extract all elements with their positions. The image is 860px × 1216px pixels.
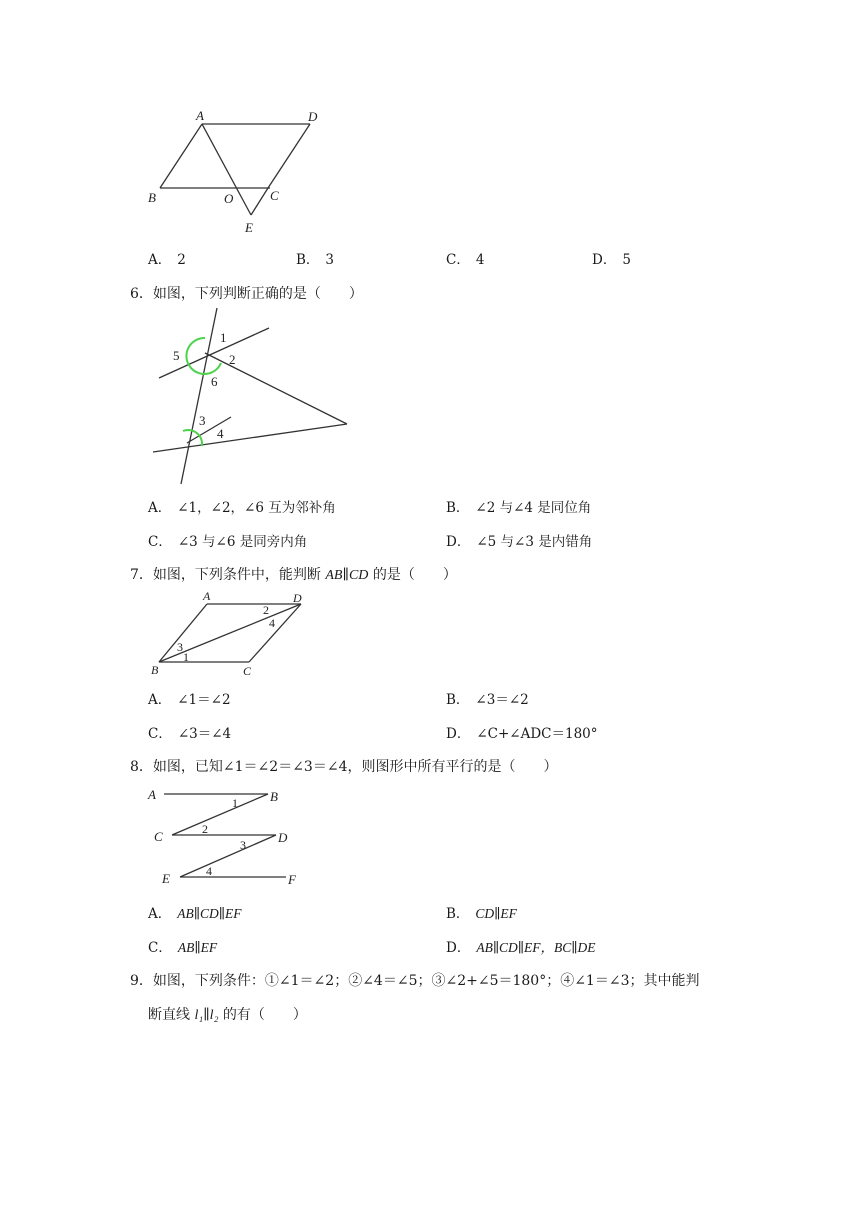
q6-arc-lower — [183, 430, 202, 446]
q7-option-a[interactable]: A． ∠1＝∠2 — [148, 692, 231, 708]
q6-option-d[interactable]: D． ∠5 与∠3 是内错角 — [446, 534, 593, 550]
q8-label-A: A — [148, 787, 156, 802]
q7-figure — [145, 588, 315, 680]
q6-figure — [145, 300, 360, 490]
q5-option-d[interactable]: D． 5 — [592, 252, 631, 268]
q6-label-2: 2 — [229, 352, 236, 367]
q7-label-C: C — [243, 664, 252, 678]
q7-label-3: 3 — [177, 640, 183, 654]
q9-stem-line2: 断直线 l₁∥l₂ 的有（ ） — [148, 1007, 307, 1023]
q8-label-3: 3 — [240, 838, 246, 852]
q6-label-6: 6 — [211, 374, 218, 389]
q7-stem: 7．如图，下列条件中，能判断 AB∥CD 的是（ ） — [130, 567, 457, 583]
q8-option-b[interactable]: B． CD∥EF — [446, 906, 517, 922]
q5-label-A: A — [196, 108, 204, 123]
q5-option-b[interactable]: B． 3 — [296, 252, 335, 268]
q7-label-D: D — [293, 591, 302, 605]
q5-figure — [140, 100, 340, 240]
q8-label-B: B — [270, 789, 278, 804]
q6-label-3: 3 — [199, 413, 206, 428]
q5-label-O: O — [224, 191, 234, 206]
q7-label-B: B — [151, 663, 159, 677]
q8-figure — [140, 780, 315, 892]
q8-stem: 8．如图，已知∠1＝∠2＝∠3＝∠4，则图形中所有平行的是（ ） — [130, 759, 558, 775]
q5-label-D: D — [308, 109, 318, 124]
q5-label-B: B — [148, 190, 156, 205]
q8-option-a[interactable]: A． AB∥CD∥EF — [148, 906, 242, 922]
q8-label-2: 2 — [202, 822, 208, 836]
q7-option-b[interactable]: B． ∠3＝∠2 — [446, 692, 529, 708]
q6-arc-upper — [186, 338, 221, 374]
q6-label-1: 1 — [220, 330, 227, 345]
q7-label-1: 1 — [183, 650, 189, 664]
q9-stem-line1: 9．如图，下列条件：①∠1＝∠2；②∠4＝∠5；③∠2+∠5＝180°；④∠1＝∠3；其中能判 — [130, 973, 700, 989]
q7-option-d[interactable]: D． ∠C+∠ADC＝180° — [446, 726, 598, 742]
q8-label-D: D — [278, 830, 288, 845]
q7-label-4: 4 — [269, 616, 275, 630]
q8-label-F: F — [288, 872, 296, 887]
q6-option-b[interactable]: B． ∠2 与∠4 是同位角 — [446, 500, 592, 516]
q8-option-d[interactable]: D． AB∥CD∥EF，BC∥DE — [446, 940, 596, 956]
q8-label-E: E — [162, 871, 170, 886]
q5-label-E: E — [245, 220, 253, 235]
q6-option-a[interactable]: A． ∠1，∠2，∠6 互为邻补角 — [148, 500, 336, 516]
q5-label-C: C — [270, 188, 279, 203]
q5-option-c[interactable]: C． 4 — [446, 252, 485, 268]
q6-label-5: 5 — [173, 348, 180, 363]
q7-option-c[interactable]: C． ∠3＝∠4 — [148, 726, 232, 742]
q6-stem: 6．如图，下列判断正确的是（ ） — [130, 286, 363, 302]
q8-label-4: 4 — [206, 864, 212, 878]
q6-label-4: 4 — [217, 426, 224, 441]
q8-label-C: C — [154, 829, 163, 844]
q8-option-c[interactable]: C． AB∥EF — [148, 940, 218, 956]
q7-label-2: 2 — [263, 603, 269, 617]
q5-option-a[interactable]: A． 2 — [148, 252, 186, 268]
q8-label-1: 1 — [232, 796, 238, 810]
q7-label-A: A — [203, 589, 211, 603]
q6-option-c[interactable]: C． ∠3 与∠6 是同旁内角 — [148, 534, 308, 550]
